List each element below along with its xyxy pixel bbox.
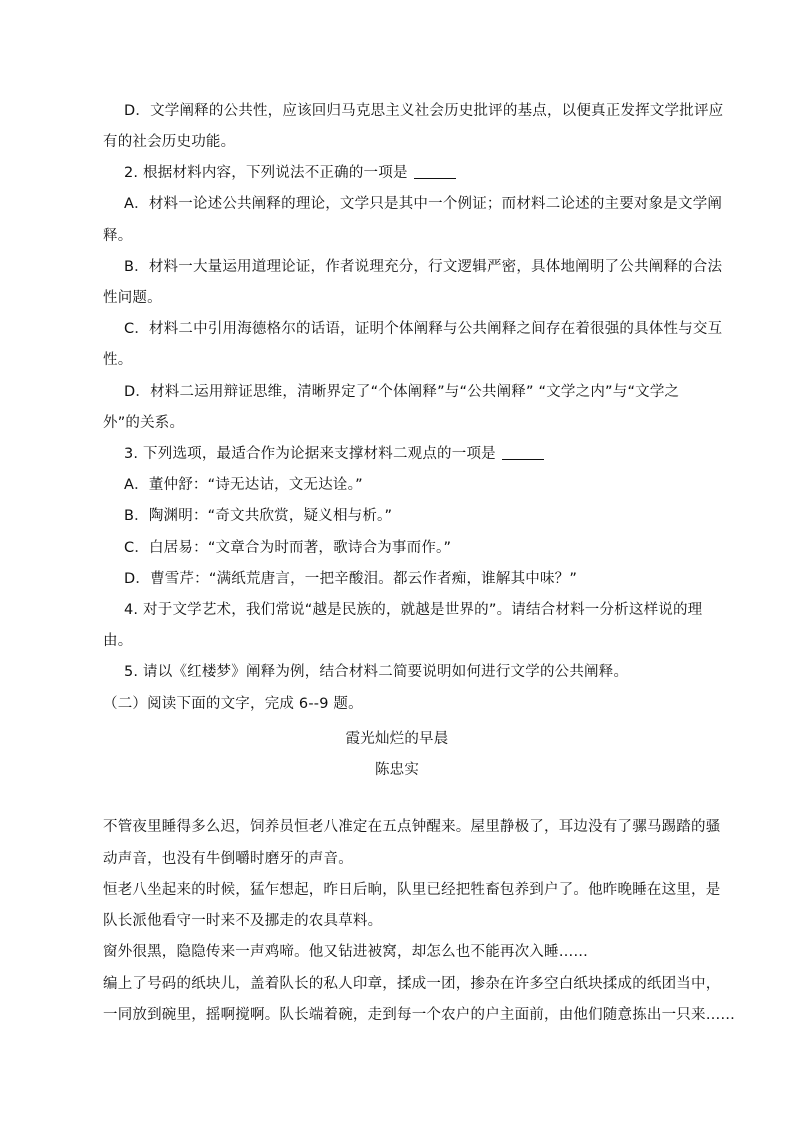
q4-line2: 由。 <box>103 633 133 649</box>
q2-option-a-line2: 释。 <box>103 228 133 244</box>
q2-option-d-line2: 外”的关系。 <box>103 415 185 431</box>
story-line: 动声音，也没有牛倒嚼时磨牙的声音。 <box>103 851 353 867</box>
q1-option-d-line2: 有的社会历史功能。 <box>103 134 236 150</box>
story-line: 不管夜里睡得多么迟，饲养员恒老八准定在五点钟醒来。屋里静极了，耳边没有了骡马踢踏的骚 <box>103 819 721 835</box>
q2-option-d-line1: D．材料二运用辩证思维，清晰界定了“个体阐释”与“公共阐释” “文学之内”与“文学之 <box>124 384 680 400</box>
q2-option-b-line2: 性问题。 <box>103 290 162 306</box>
section2-heading: （二）阅读下面的文字，完成 6--9 题。 <box>103 696 363 712</box>
answer-blank <box>502 445 544 460</box>
q3-option-a: A．董仲舒：“诗无达诂，文无达诠。” <box>124 477 363 493</box>
story-line: 恒老八坐起来的时候，猛乍想起，昨日后晌，队里已经把牲畜包养到户了。他昨晚睡在这里，是 <box>103 882 721 898</box>
q1-option-d-line1: D．文学阐释的公共性，应该回归马克思主义社会历史批评的基点，以便真正发挥文学批评应 <box>124 103 724 119</box>
story-line: 编上了号码的纸块儿，盖着队长的私人印章，揉成一团，掺杂在许多空白纸块揉成的纸团当中， <box>103 976 721 992</box>
answer-blank <box>414 164 456 179</box>
q2-stem: 2. 根据材料内容，下列说法不正确的一项是 <box>124 163 456 183</box>
story-line: 一同放到碗里，摇啊搅啊。队长端着碗，走到每一个农户的户主面前，由他们随意拣出一只来…… <box>103 1007 736 1023</box>
q3-option-b: B．陶渊明：“奇文共欣赏，疑义相与析。” <box>124 508 393 524</box>
q3-option-c: C．白居易：“文章合为时而著，歌诗合为事而作。” <box>124 540 452 556</box>
story-author: 陈忠实 <box>374 762 420 778</box>
story-title: 霞光灿烂的早晨 <box>345 731 449 747</box>
q2-option-c-line2: 性。 <box>103 352 133 368</box>
q2-option-b-line1: B．材料一大量运用道理论证，作者说理充分，行文逻辑严密，具体地阐明了公共阐释的合法 <box>124 259 723 275</box>
q2-option-a-line1: A．材料一论述公共阐释的理论，文学只是其中一个例证；而材料二论述的主要对象是文学阐 <box>124 196 723 212</box>
q3-option-d: D．曹雪芹：“满纸荒唐言，一把辛酸泪。都云作者痴，谁解其中味？” <box>124 571 578 587</box>
q3-stem: 3. 下列选项，最适合作为论据来支撑材料二观点的一项是 <box>124 444 544 464</box>
q5: 5. 请以《红楼梦》阐释为例，结合材料二简要说明如何进行文学的公共阐释。 <box>124 664 629 680</box>
story-line: 窗外很黑，隐隐传来一声鸡啼。他又钻进被窝，却怎么也不能再次入睡…… <box>103 944 589 960</box>
story-line: 队长派他看守一时来不及挪走的农具草料。 <box>103 913 383 929</box>
q4-line1: 4. 对于文学艺术，我们常说“越是民族的，就越是世界的”。请结合材料一分析这样说的理 <box>124 602 703 618</box>
q2-option-c-line1: C．材料二中引用海德格尔的话语，证明个体阐释与公共阐释之间存在着很强的具体性与交互 <box>124 321 723 337</box>
